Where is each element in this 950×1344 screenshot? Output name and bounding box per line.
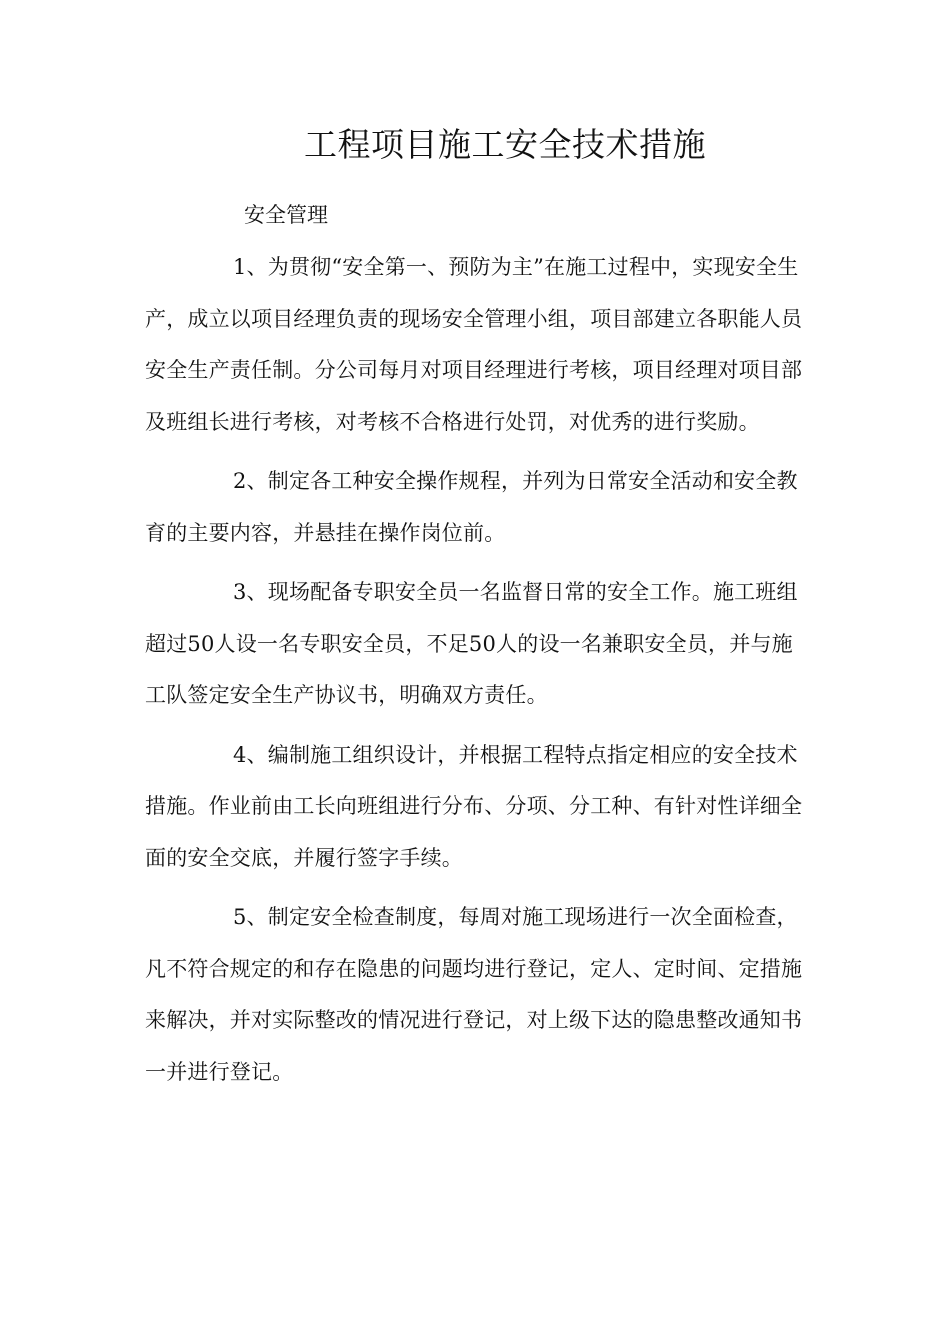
paragraph-3: 3、现场配备专职安全员一名监督日常的安全工作。施工班组超过50人设一名专职安全员，不足50人的设一名兼职安全员，并与施工队签定安全生产协议书，明确双方责任。	[145, 580, 798, 707]
paragraph-2: 2、制定各工种安全操作规程，并列为日常安全活动和安全教育的主要内容，并悬挂在操作岗位前。	[145, 469, 798, 545]
document-title: 工程项目施工安全技术措施	[304, 125, 706, 164]
paragraph-1: 1、为贯彻“安全第一、预防为主”在施工过程中，实现安全生产，成立以项目经理负责的现场安全管理小组，项目部建立各职能人员安全生产责任制。分公司每月对项目经理进行考核，项目经理对项目部及班组长进行考核，对考核不合格进行处罚，对优秀的进行奖励。	[145, 255, 803, 434]
document-body	[145, 242, 807, 1106]
section-heading: 安全管理	[244, 203, 328, 227]
paragraph-4: 4、编制施工组织设计，并根据工程特点指定相应的安全技术措施。作业前由工长向班组进行分布、分项、分工种、有针对性详细全面的安全交底，并履行签字手续。	[145, 742, 803, 870]
paragraph-5: 5、制定安全检查制度，每周对施工现场进行一次全面检查，凡不符合规定的和存在隐患的问题均进行登记，定人、定时间、定措施来解决，并对实际整改的情况进行登记，对上级下达的隐患整改通知书一并进行登记。	[145, 905, 803, 1084]
